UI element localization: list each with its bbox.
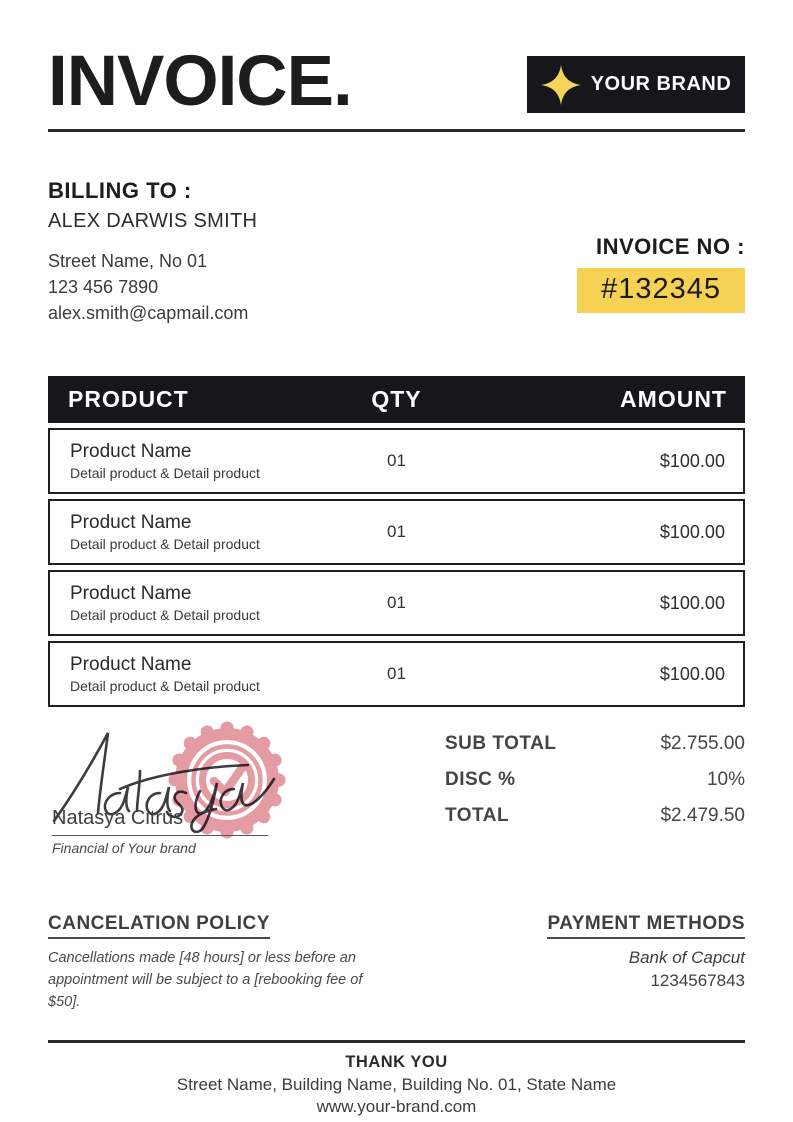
total-value: $2.479.50 [660, 805, 745, 827]
product-detail: Detail product & Detail product [70, 536, 260, 553]
invoice-number-label: INVOICE NO : [595, 234, 745, 259]
payment-methods-block [547, 913, 745, 1013]
product-amount: $100.00 [659, 663, 725, 684]
table-row [48, 499, 745, 565]
total-label: TOTAL [445, 805, 510, 827]
product-detail: Detail product & Detail product [70, 465, 260, 482]
billing-heading: BILLING TO : [48, 178, 192, 203]
table-row [48, 570, 745, 636]
invoice-number-block [577, 234, 745, 313]
brand-label: YOUR BRAND [590, 73, 732, 95]
billing-phone: 123 456 7890 [48, 277, 159, 298]
product-qty: 01 [387, 451, 406, 471]
header-divider [48, 129, 745, 132]
billing-name: ALEX DARWIS SMITH [48, 210, 258, 232]
footer-thanks: THANK YOU [345, 1052, 448, 1071]
summary-section [48, 723, 745, 891]
policy-payment-section [48, 913, 745, 1013]
signature-block [48, 723, 378, 891]
discount-value: 10% [706, 769, 745, 791]
table-header-product: PRODUCT [68, 386, 189, 413]
table-row [48, 641, 745, 707]
product-amount: $100.00 [659, 450, 725, 471]
payment-methods-heading: PAYMENT METHODS [547, 913, 745, 939]
table-header [48, 376, 745, 423]
subtotal-row [445, 733, 745, 755]
invoice-number-value: #132345 [577, 268, 745, 313]
billing-address: Street Name, No 01 [48, 251, 208, 271]
product-qty: 01 [387, 522, 406, 542]
brand-badge [527, 56, 745, 113]
product-name: Product Name [70, 654, 192, 676]
page-title: INVOICE. [48, 42, 352, 121]
billing-email: alex.smith@capmail.com [48, 303, 249, 324]
table-header-qty: QTY [371, 386, 422, 413]
billing-contact [48, 248, 257, 326]
discount-row [445, 769, 745, 791]
footer-divider [48, 1040, 745, 1043]
footer-address: Street Name, Building Name, Building No. 01, State Name [176, 1074, 617, 1094]
subtotal-value: $2.755.00 [660, 733, 745, 755]
billing-section [48, 178, 745, 326]
totals-block [445, 733, 745, 841]
items-table [48, 376, 745, 707]
total-row [445, 805, 745, 827]
payment-bank-name: Bank of Capcut [628, 948, 745, 968]
product-name: Product Name [70, 441, 192, 463]
signatory-name: Natasya Citrus [52, 807, 268, 836]
subtotal-label: SUB TOTAL [445, 733, 557, 755]
product-amount: $100.00 [659, 592, 725, 613]
billing-block [48, 178, 257, 326]
product-name: Product Name [70, 583, 192, 605]
product-detail: Detail product & Detail product [70, 678, 260, 695]
signatory-role: Financial of Your brand [52, 840, 196, 857]
table-row [48, 428, 745, 494]
cancelation-policy-text: Cancellations made [48 hours] or less before an appointment will be subject to a [rebooking fee of $50]. [48, 950, 363, 1010]
product-amount: $100.00 [659, 521, 725, 542]
discount-label: DISC % [445, 769, 516, 791]
product-qty: 01 [387, 664, 406, 684]
footer-website: www.your-brand.com [316, 1096, 477, 1116]
payment-account-number: 1234567843 [650, 971, 745, 991]
cancelation-policy-heading: CANCELATION POLICY [48, 913, 270, 939]
product-qty: 01 [387, 593, 406, 613]
product-detail: Detail product & Detail product [70, 607, 260, 624]
header [48, 42, 745, 121]
footer [48, 1040, 745, 1117]
cancelation-policy-block [48, 913, 364, 1013]
sparkle-star-icon [541, 65, 581, 105]
table-header-amount: AMOUNT [620, 386, 727, 413]
product-name: Product Name [70, 512, 192, 534]
